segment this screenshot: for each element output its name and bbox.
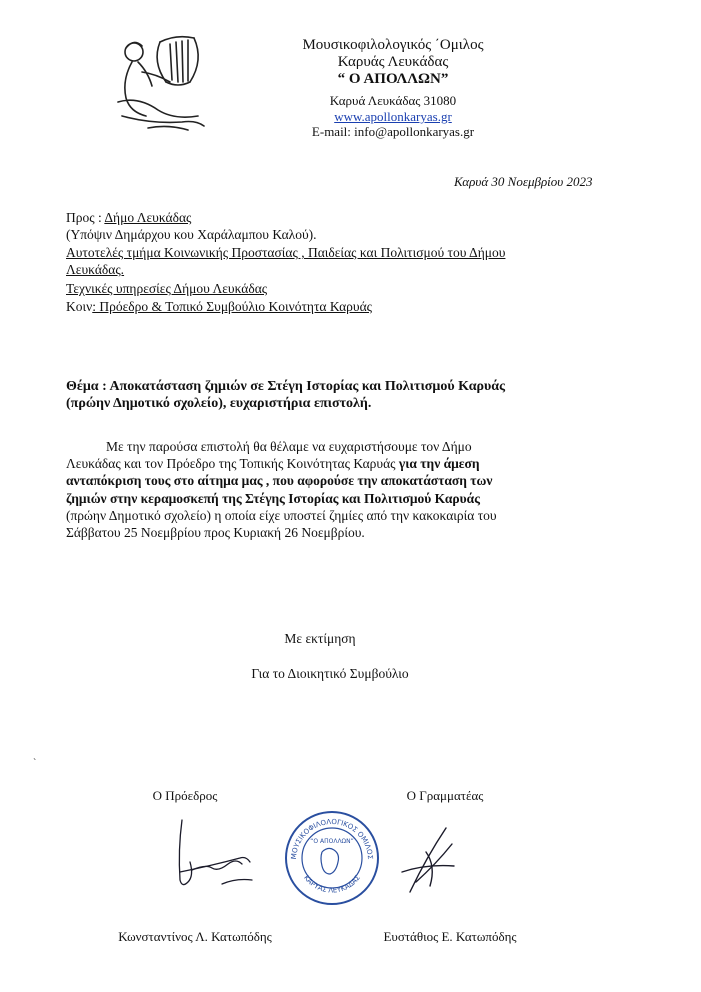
website-link[interactable]: www.apollonkaryas.gr	[334, 109, 452, 124]
org-name: Μουσικοφιλολογικός ΄Ομιλος	[302, 37, 484, 53]
to-label: Προς :	[66, 210, 105, 225]
subject	[66, 378, 596, 412]
letter-date: Καρυά 30 Νοεμβρίου 2023	[454, 174, 593, 189]
secretary-name: Ευστάθιος Ε. Κατωπόδης	[383, 929, 517, 944]
stamp-inner-text: “Ο ΑΠΟΛΛΩΝ”	[310, 838, 354, 845]
org-email[interactable]: E-mail: info@apollonkaryas.gr	[311, 124, 475, 139]
secretary-title: Ο Γραμματέας	[406, 788, 484, 803]
body-line2-text: Λευκάδας και τον Πρόεδρο της Τοπικής Κοινότητας Καρυάς	[66, 456, 399, 471]
to-name: Δήμο Λευκάδας	[104, 210, 192, 225]
body-line6: Σάββατου 25 Νοεμβρίου προς Κυριακή 26 Νοεμβρίου.	[66, 525, 365, 540]
stray-mark: `	[33, 758, 37, 769]
body-line2-bold: για την άμεση	[398, 456, 480, 471]
recipient-cc	[66, 299, 372, 316]
recipient-dept-line1: Αυτοτελές τμήμα Κοινωνικής Προστασίας , Παιδείας και Πολιτισμού του Δήμου	[66, 245, 506, 260]
stamp-bottom-text: ΚΑΡΥΑΣ ΛΕΥΚΑΔΑΣ	[302, 873, 362, 895]
recipient-to	[66, 210, 191, 227]
recipient-attention: (Υπόψιν Δημάρχου κου Χαράλαμπου Καλού).	[66, 227, 317, 242]
recipient-dept-line2: Λευκάδας.	[66, 262, 125, 277]
closing-regards: Με εκτίμηση	[284, 631, 356, 646]
org-address: Καρυά Λευκάδας 31080	[329, 93, 457, 108]
org-title: “ Ο ΑΠΟΛΛΩΝ”	[337, 71, 449, 87]
secretary-signature	[396, 822, 466, 902]
president-title: Ο Πρόεδρος	[152, 788, 218, 803]
president-signature	[152, 810, 282, 900]
subject-line2: (πρώην Δημοτικό σχολείο), ευχαριστήρια επιστολή.	[66, 396, 372, 411]
recipient-tech: Τεχνικές υπηρεσίες Δήμου Λευκάδας	[66, 281, 268, 296]
body-line5: (πρώην Δημοτικό σχολείο) η οποία είχε υποστεί ζημίες από την κακοκαιρία του	[66, 508, 497, 523]
body-line1: Με την παρούσα επιστολή θα θέλαμε να ευχαριστήσουμε τον Δήμο	[106, 439, 472, 454]
apollo-logo-icon	[108, 32, 226, 136]
cc-label: Κοιν	[66, 299, 93, 314]
official-stamp	[282, 808, 382, 908]
stamp-island-icon	[321, 848, 339, 874]
closing-board: Για το Διοικητικό Συμβούλιο	[251, 666, 409, 681]
cc-value: : Πρόεδρο & Τοπικό Συμβούλιο Κοινότητα Καρυάς	[92, 299, 373, 314]
body-line4: ζημιών στην κεραμοσκεπή της Στέγης Ιστορίας και Πολιτισμού Καρυάς	[66, 491, 480, 506]
president-name: Κωνσταντίνος Λ. Κατωπόδης	[118, 929, 272, 944]
body-line3: ανταπόκριση τους στο αίτημα μας , που αφορούσε την αποκατάσταση των	[66, 473, 493, 488]
org-location: Καρυάς Λευκάδας	[337, 54, 449, 70]
subject-line1: Θέμα : Αποκατάσταση ζημιών σε Στέγη Ιστορίας και Πολιτισμού Καρυάς	[66, 379, 506, 394]
body-line2	[66, 455, 606, 472]
stamp-outer-text: ΜΟΥΣΙΚΟΦΙΛΟΛΟΓΙΚΟΣ ΟΜΙΛΟΣ	[289, 817, 375, 860]
